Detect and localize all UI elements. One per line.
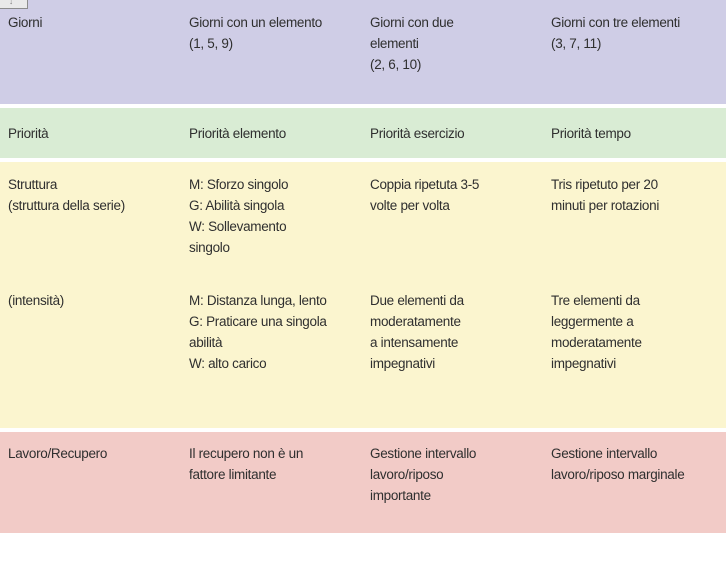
row-label-structure: Struttura (struttura della serie) xyxy=(8,177,125,213)
corner-tab[interactable] xyxy=(0,0,28,9)
cell-priority-three: Priorità tempo xyxy=(551,126,631,141)
header-cell-one-element: Giorni con un elemento (1, 5, 9) xyxy=(189,15,322,51)
table-row-structure xyxy=(0,162,726,284)
row-label-work-recovery: Lavoro/Recupero xyxy=(8,446,108,461)
cell-intensity-three: Tre elementi da leggermente a moderatamente impegnativi xyxy=(551,293,642,371)
header-cell-giorni: Giorni xyxy=(8,15,43,30)
cell-work-three: Gestione intervallo lavoro/riposo marginale xyxy=(551,446,685,482)
cell-structure-two: Coppia ripetuta 3-5 volte per volta xyxy=(370,177,480,213)
cell-intensity-two: Due elementi da moderatamente a intensamente impegnativi xyxy=(370,293,464,371)
header-cell-three-elements: Giorni con tre elementi (3, 7, 11) xyxy=(551,15,680,51)
cell-work-one: Il recupero non è un fattore limitante xyxy=(189,446,304,482)
cell-structure-three: Tris ripetuto per 20 minuti per rotazioni xyxy=(551,177,660,213)
cell-structure-one: M: Sforzo singolo G: Abilità singola W: Sollevamento singolo xyxy=(189,177,289,255)
header-cell-two-elements: Giorni con due elementi (2, 6, 10) xyxy=(370,15,454,72)
cell-priority-one: Priorità elemento xyxy=(189,126,286,141)
row-label-intensity: (intensità) xyxy=(8,293,64,308)
cell-priority-two: Priorità esercizio xyxy=(370,126,465,141)
row-label-priority: Priorità xyxy=(8,126,49,141)
cell-work-two: Gestione intervallo lavoro/riposo importante xyxy=(370,446,477,503)
table-row-priority xyxy=(0,108,726,158)
cell-intensity-one: M: Distanza lunga, lento G: Praticare una singola abilità W: alto carico xyxy=(189,293,327,371)
table-header-row xyxy=(0,0,726,104)
table-row-work-recovery xyxy=(0,432,726,533)
arrow-down-icon: ↓ xyxy=(9,0,13,6)
table-row-intensity xyxy=(0,284,726,428)
